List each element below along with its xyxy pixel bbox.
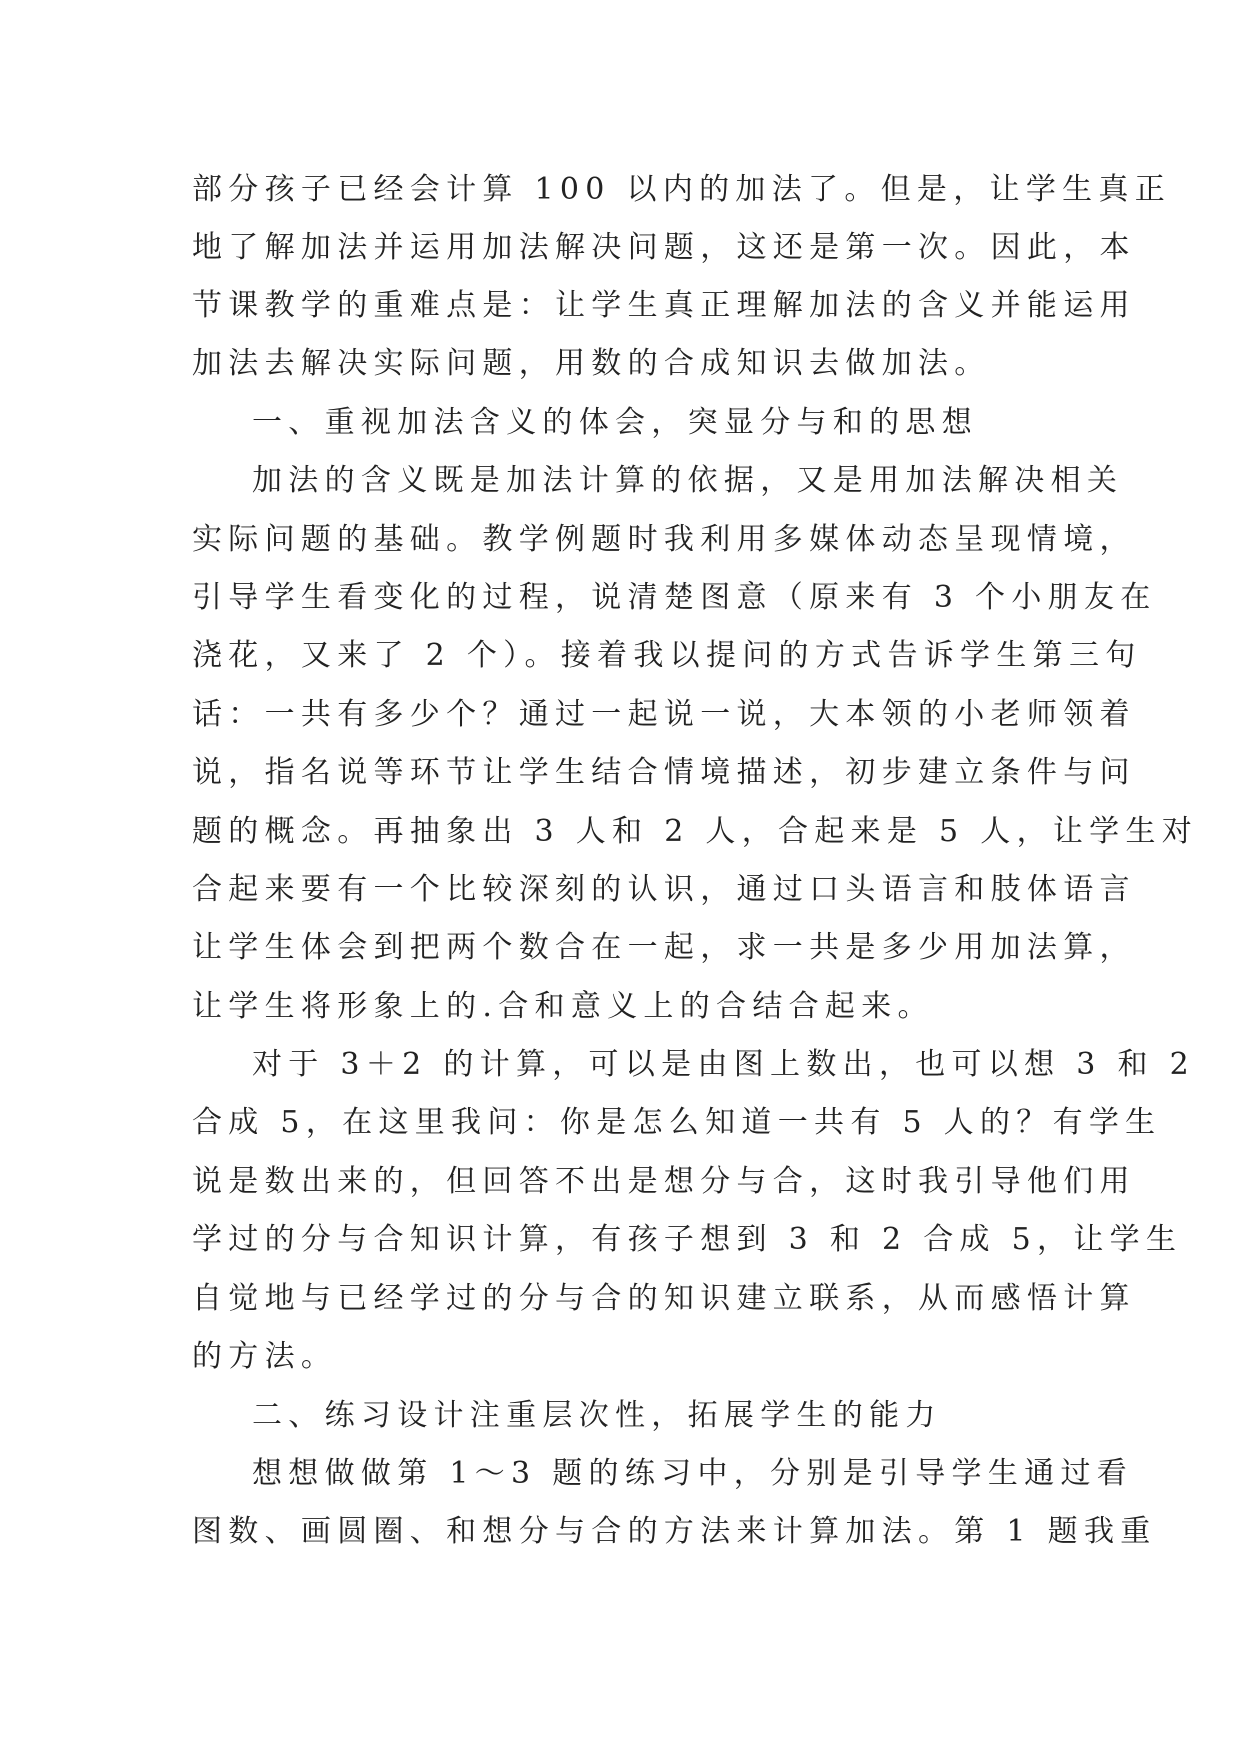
text-line: 浇花，又来了 2 个）。接着我以提问的方式告诉学生第三句: [192, 638, 1142, 673]
text-line: 实际问题的基础。教学例题时我利用多媒体动态呈现情境，: [192, 522, 1136, 557]
text-line: 说是数出来的，但回答不出是想分与合，这时我引导他们用: [192, 1164, 1136, 1199]
text-line: 引导学生看变化的过程，说清楚图意（原来有 3 个小朋友在: [192, 580, 1157, 615]
text-line: 合起来要有一个比较深刻的认识，通过口头语言和肢体语言: [192, 872, 1136, 907]
text-line: 说，指名说等环节让学生结合情境描述，初步建立条件与问: [192, 755, 1136, 790]
text-line: 的方法。: [192, 1339, 338, 1374]
text-line: 学过的分与合知识计算，有孩子想到 3 和 2 合成 5，让学生: [192, 1222, 1183, 1257]
text-line: 让学生体会到把两个数合在一起，求一共是多少用加法算，: [192, 930, 1136, 965]
text-line: 让学生将形象上的.合和意义上的合结合起来。: [192, 989, 934, 1024]
text-line: 对于 3＋2 的计算，可以是由图上数出，也可以想 3 和 2: [252, 1047, 1196, 1082]
text-line: 图数、画圆圈、和想分与合的方法来计算加法。第 1 题我重: [192, 1514, 1157, 1549]
text-line: 话：一共有多少个？通过一起说一说，大本领的小老师领着: [192, 697, 1136, 732]
text-line: 部分孩子已经会计算 100 以内的加法了。但是，让学生真正: [192, 172, 1172, 207]
section-heading: 一、重视加法含义的体会，突显分与和的思想: [252, 405, 978, 440]
text-line: 加法的含义既是加法计算的依据，又是用加法解决相关: [252, 463, 1124, 498]
text-line: 想想做做第 1～3 题的练习中，分别是引导学生通过看: [252, 1456, 1134, 1491]
text-line: 合成 5，在这里我问：你是怎么知道一共有 5 人的？有学生: [192, 1105, 1162, 1140]
section-heading: 二、练习设计注重层次性，拓展学生的能力: [252, 1398, 942, 1433]
text-line: 自觉地与已经学过的分与合的知识建立联系，从而感悟计算: [192, 1281, 1136, 1316]
text-line: 节课教学的重难点是：让学生真正理解加法的含义并能运用: [192, 288, 1136, 323]
text-line: 题的概念。再抽象出 3 人和 2 人，合起来是 5 人，让学生对: [192, 814, 1199, 849]
text-line: 加法去解决实际问题，用数的合成知识去做加法。: [192, 346, 991, 381]
text-line: 地了解加法并运用加法解决问题，这还是第一次。因此，本: [192, 230, 1136, 265]
